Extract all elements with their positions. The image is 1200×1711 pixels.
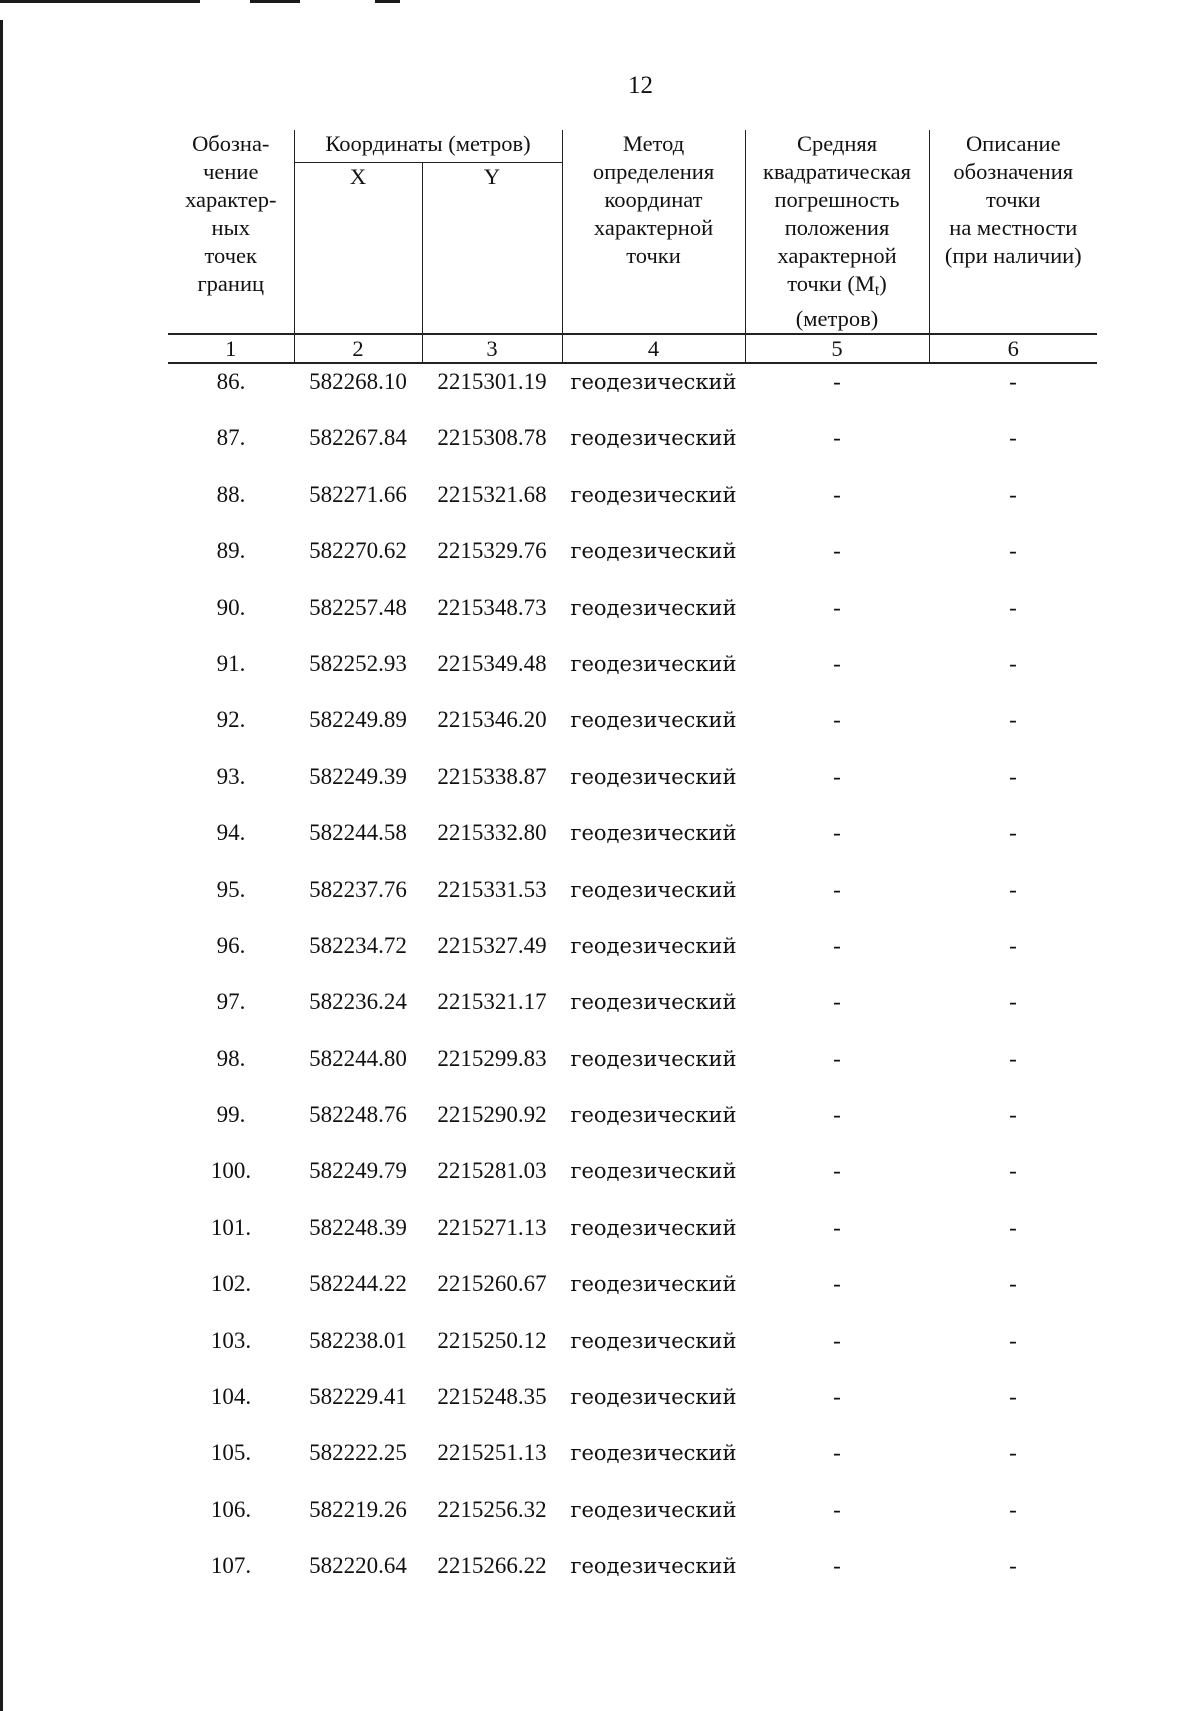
error-value: -	[833, 425, 841, 451]
table-row	[168, 749, 1097, 805]
header-line: точки	[986, 187, 1041, 212]
table-row	[168, 1087, 1097, 1143]
coord-y: 2215299.83	[437, 1045, 547, 1071]
method: геодезический	[570, 1328, 737, 1353]
coord-x: 582219.26	[309, 1496, 407, 1522]
coord-x: 582234.72	[309, 932, 407, 958]
error-value: -	[833, 650, 841, 676]
method: геодезический	[570, 877, 737, 902]
header-line: погрешность	[774, 187, 900, 212]
table-row	[168, 1313, 1097, 1369]
coord-y: 2215332.80	[437, 820, 547, 846]
table-row	[168, 1482, 1097, 1538]
point-number: 99.	[216, 1102, 246, 1128]
point-number: 100.	[210, 1158, 252, 1184]
header-fragment: точки (M	[787, 271, 875, 296]
point-number: 97.	[216, 989, 246, 1015]
description-value: -	[1009, 369, 1017, 394]
table-row	[168, 580, 1097, 636]
description-value: -	[1009, 876, 1017, 902]
coord-x: 582248.39	[309, 1214, 407, 1240]
point-number: 105.	[210, 1440, 252, 1466]
header-line	[746, 270, 929, 305]
point-number: 106.	[210, 1496, 252, 1522]
coord-y: 2215338.87	[437, 763, 547, 789]
coord-x: 582220.64	[309, 1553, 407, 1579]
table-row	[168, 974, 1097, 1030]
coord-y: 2215331.53	[437, 876, 547, 902]
description-value: -	[1009, 1158, 1017, 1184]
column-number: 2	[294, 334, 422, 363]
table-row	[168, 692, 1097, 748]
error-value: -	[833, 707, 841, 733]
method: геодезический	[570, 370, 737, 394]
table-row	[168, 1143, 1097, 1199]
table-row	[168, 354, 1097, 410]
description-value: -	[1009, 538, 1017, 564]
coord-y: 2215329.76	[437, 538, 547, 564]
header-subscript: t	[874, 282, 880, 299]
coord-x: 582244.80	[309, 1045, 407, 1071]
error-value: -	[833, 1384, 841, 1410]
header-line: точек	[204, 243, 257, 268]
method: геодезический	[570, 933, 737, 958]
coord-x: 582249.79	[309, 1158, 407, 1184]
coord-x: 582257.48	[309, 594, 407, 620]
coord-x: 582229.41	[309, 1384, 407, 1410]
error-value: -	[833, 1271, 841, 1297]
header-description	[929, 130, 1097, 334]
description-value: -	[1009, 1045, 1017, 1071]
coord-y: 2215281.03	[437, 1158, 547, 1184]
description-value: -	[1009, 1440, 1017, 1466]
error-value: -	[833, 594, 841, 620]
point-number: 86.	[216, 369, 246, 394]
header-line: обозначения	[953, 159, 1074, 184]
coord-x: 582249.89	[309, 707, 407, 733]
coord-y: 2215256.32	[437, 1496, 547, 1522]
error-value: -	[833, 989, 841, 1015]
description-value: -	[1009, 1214, 1017, 1240]
header-line: Метод	[622, 131, 685, 156]
coord-x: 582248.76	[309, 1102, 407, 1128]
error-value: -	[833, 1045, 841, 1071]
coord-x: 582244.22	[309, 1271, 407, 1297]
coord-y: 2215290.92	[437, 1102, 547, 1128]
method: геодезический	[570, 1385, 737, 1410]
header-line: квадратическая	[763, 159, 912, 184]
table-row	[168, 1200, 1097, 1256]
point-number: 101.	[210, 1214, 252, 1240]
error-value: -	[833, 538, 841, 564]
coord-y: 2215301.19	[437, 369, 547, 394]
description-value: -	[1009, 1496, 1017, 1522]
table-row	[168, 523, 1097, 579]
table-row	[168, 1369, 1097, 1425]
error-value: -	[833, 1102, 841, 1128]
column-number: 6	[929, 334, 1097, 363]
table-row	[168, 918, 1097, 974]
coord-x: 582222.25	[309, 1440, 407, 1466]
description-value: -	[1009, 820, 1017, 846]
description-value: -	[1009, 1553, 1017, 1579]
error-value: -	[833, 1553, 841, 1579]
point-number: 89.	[216, 538, 246, 564]
error-value: -	[833, 1327, 841, 1353]
point-number: 96.	[216, 932, 246, 958]
point-number: 94.	[216, 820, 246, 846]
table-row	[168, 1425, 1097, 1481]
scan-top-mark	[250, 0, 300, 3]
method: геодезический	[570, 821, 737, 846]
column-number: 1	[168, 334, 294, 363]
header-line: характер-	[185, 187, 277, 212]
coord-y: 2215308.78	[437, 425, 547, 451]
coord-x: 582236.24	[309, 989, 407, 1015]
point-number: 95.	[216, 876, 246, 902]
coord-y: 2215251.13	[437, 1440, 547, 1466]
error-value: -	[833, 481, 841, 507]
column-number: 3	[422, 334, 562, 363]
description-value: -	[1009, 763, 1017, 789]
method: геодезический	[570, 1159, 737, 1184]
error-value: -	[833, 763, 841, 789]
method: геодезический	[570, 1497, 737, 1522]
point-number: 90.	[216, 594, 246, 620]
method: геодезический	[570, 764, 737, 789]
coord-y: 2215327.49	[437, 932, 547, 958]
header-fragment: )	[879, 271, 887, 296]
coord-x: 582237.76	[309, 876, 407, 902]
header-line: Описание	[965, 131, 1061, 156]
page-number: 12	[628, 72, 653, 99]
coord-y: 2215349.48	[437, 650, 547, 676]
point-number: 87.	[216, 425, 246, 451]
description-value: -	[1009, 1271, 1017, 1297]
method: геодезический	[570, 1046, 737, 1071]
description-value: -	[1009, 594, 1017, 620]
method: геодезический	[570, 651, 737, 676]
header-error	[745, 130, 929, 334]
point-number: 92.	[216, 707, 246, 733]
point-number: 98.	[216, 1045, 246, 1071]
header-x: X	[294, 162, 422, 334]
description-value: -	[1009, 989, 1017, 1015]
header-line: ных	[211, 215, 250, 240]
error-value: -	[833, 369, 841, 394]
point-number: 88.	[216, 481, 246, 507]
table-row	[168, 410, 1097, 466]
table-body	[168, 354, 1097, 1595]
header-line: координат	[604, 187, 703, 212]
table-header	[168, 130, 1097, 364]
header-method	[562, 130, 745, 334]
header-line: точки	[626, 243, 681, 268]
method: геодезический	[570, 482, 737, 507]
point-number: 107.	[210, 1553, 252, 1579]
header-line: характерной	[777, 243, 897, 268]
point-number: 104.	[210, 1384, 252, 1410]
method: геодезический	[570, 1441, 737, 1466]
error-value: -	[833, 1440, 841, 1466]
coord-x: 582238.01	[309, 1327, 407, 1353]
header-line: (метров)	[795, 306, 879, 331]
header-line: (при наличии)	[944, 243, 1082, 268]
scan-top-mark	[0, 0, 200, 3]
point-number: 103.	[210, 1327, 252, 1353]
header-line: границ	[197, 271, 265, 296]
point-number: 93.	[216, 763, 246, 789]
table-row	[168, 1256, 1097, 1312]
coord-y: 2215346.20	[437, 707, 547, 733]
coord-y: 2215266.22	[437, 1553, 547, 1579]
table-row	[168, 636, 1097, 692]
description-value: -	[1009, 1327, 1017, 1353]
method: геодезический	[570, 1215, 737, 1240]
method: геодезический	[570, 539, 737, 564]
point-number: 102.	[210, 1271, 252, 1297]
description-value: -	[1009, 707, 1017, 733]
header-line: Средняя	[796, 131, 878, 156]
header-line: чение	[203, 159, 259, 184]
scan-top-mark	[375, 0, 400, 3]
description-value: -	[1009, 1102, 1017, 1128]
header-line: Обозна-	[192, 131, 270, 156]
header-line: на местности	[949, 215, 1078, 240]
header-line: определения	[592, 159, 715, 184]
header-line: положения	[784, 215, 890, 240]
method: геодезический	[570, 595, 737, 620]
table-row	[168, 1538, 1097, 1594]
description-value: -	[1009, 481, 1017, 507]
error-value: -	[833, 820, 841, 846]
error-value: -	[833, 1214, 841, 1240]
error-value: -	[833, 932, 841, 958]
coord-x: 582252.93	[309, 650, 407, 676]
table-row	[168, 805, 1097, 861]
header-coordinates: Координаты (метров)	[294, 130, 562, 162]
scan-left-edge	[0, 20, 3, 1711]
coord-x: 582271.66	[309, 481, 407, 507]
coord-x: 582244.58	[309, 820, 407, 846]
coord-y: 2215271.13	[437, 1214, 547, 1240]
description-value: -	[1009, 1384, 1017, 1410]
method: геодезический	[570, 426, 737, 451]
coord-y: 2215348.73	[437, 594, 547, 620]
coord-y: 2215250.12	[437, 1327, 547, 1353]
table-row	[168, 1031, 1097, 1087]
description-value: -	[1009, 425, 1017, 451]
header-designation	[168, 130, 294, 334]
header-y: Y	[422, 162, 562, 334]
point-number: 91.	[216, 650, 246, 676]
method: геодезический	[570, 990, 737, 1015]
coord-y: 2215248.35	[437, 1384, 547, 1410]
column-number: 5	[745, 334, 929, 363]
coord-x: 582267.84	[309, 425, 407, 451]
description-value: -	[1009, 932, 1017, 958]
coord-x: 582268.10	[309, 369, 407, 394]
coord-y: 2215321.17	[437, 989, 547, 1015]
method: геодезический	[570, 1272, 737, 1297]
method: геодезический	[570, 708, 737, 733]
header-line: характерной	[593, 215, 714, 240]
error-value: -	[833, 876, 841, 902]
coord-y: 2215260.67	[437, 1271, 547, 1297]
error-value: -	[833, 1158, 841, 1184]
coord-y: 2215321.68	[437, 481, 547, 507]
error-value: -	[833, 1496, 841, 1522]
column-number: 4	[562, 334, 745, 363]
table-row	[168, 467, 1097, 523]
method: геодезический	[570, 1103, 737, 1128]
description-value: -	[1009, 650, 1017, 676]
table-row	[168, 862, 1097, 918]
coord-x: 582270.62	[309, 538, 407, 564]
method: геодезический	[570, 1554, 737, 1579]
coord-x: 582249.39	[309, 763, 407, 789]
